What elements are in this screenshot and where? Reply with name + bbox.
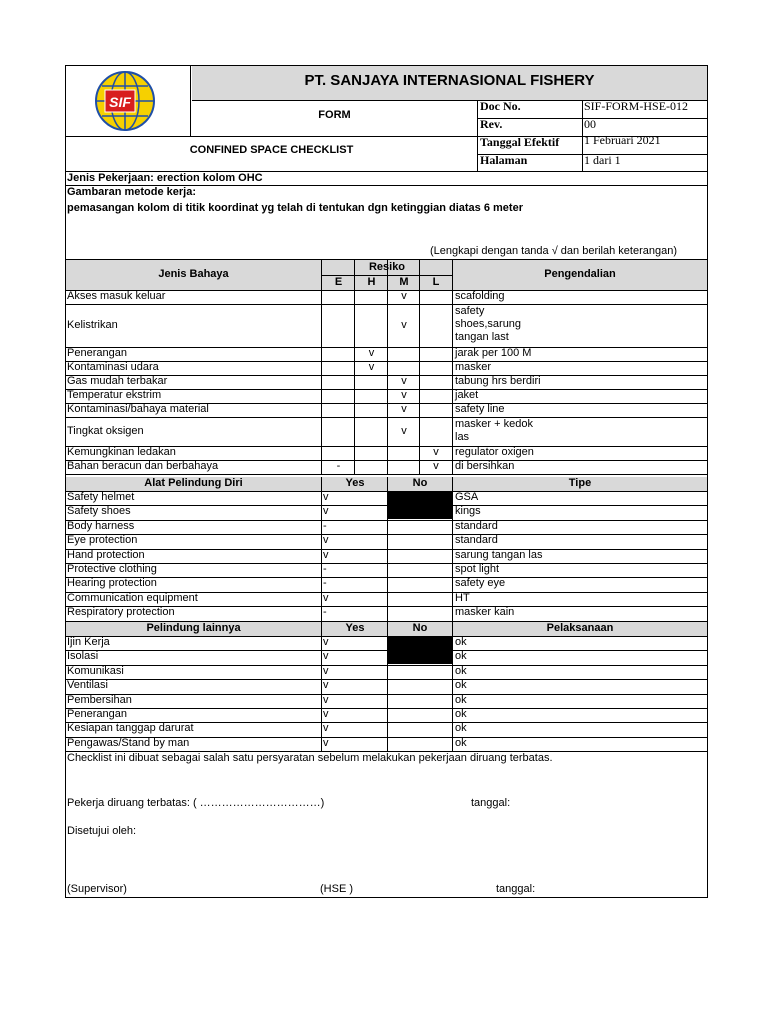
apd-yes-mark[interactable]: - xyxy=(323,606,327,618)
meta-label-tanggal: Tanggal Efektif xyxy=(480,135,560,149)
hazard-control: masker + kedok xyxy=(455,418,533,430)
apd-type: standard xyxy=(455,534,498,546)
approved-label: Disetujui oleh: xyxy=(67,825,137,837)
other-yes-mark[interactable]: v xyxy=(323,737,329,749)
col-e: E xyxy=(334,276,343,288)
col-jenis-bahaya: Jenis Bahaya xyxy=(158,268,229,280)
apd-yes-mark[interactable]: - xyxy=(323,577,327,589)
instruction-note: (Lengkapi dengan tanda √ dan berilah keterangan) xyxy=(430,245,678,257)
hazard-control: jarak per 100 M xyxy=(455,347,532,359)
other-no-cell-filled xyxy=(388,650,452,664)
apd-type: GSA xyxy=(455,491,479,503)
other-no-cell-filled xyxy=(388,636,452,650)
hazard-name: Tingkat oksigen xyxy=(67,425,144,437)
apd-yes-mark[interactable]: v xyxy=(323,592,329,604)
hazard-control: safety line xyxy=(455,403,505,415)
other-item-name: Komunikasi xyxy=(67,665,124,677)
other-yes-mark[interactable]: v xyxy=(323,694,329,706)
meta-value-halaman: 1 dari 1 xyxy=(584,153,621,167)
apd-type: standard xyxy=(455,520,498,532)
other-type: ok xyxy=(455,636,467,648)
hazard-name: Kemungkinan ledakan xyxy=(67,446,176,458)
other-type: ok xyxy=(455,694,467,706)
risk-e-mark[interactable]: - xyxy=(336,460,341,472)
apd-item-name: Communication equipment xyxy=(67,592,198,604)
other-item-name: Ijin Kerja xyxy=(67,636,110,648)
supervisor-signature: (Supervisor) xyxy=(67,883,127,895)
hazard-name: Kelistrikan xyxy=(67,319,118,331)
hazard-name: Kontaminasi/bahaya material xyxy=(67,403,209,415)
other-col-item: Pelindung lainnya xyxy=(146,622,241,634)
hazard-control: jaket xyxy=(455,389,479,401)
risk-m-mark[interactable]: v xyxy=(401,403,407,415)
other-item-name: Pengawas/Stand by man xyxy=(67,737,190,749)
meta-value-tanggal: 1 Februari 2021 xyxy=(584,133,661,147)
meta-label-halaman: Halaman xyxy=(480,153,528,167)
other-col-no: No xyxy=(412,622,428,634)
worker-date: tanggal: xyxy=(471,797,511,809)
apd-col-yes: Yes xyxy=(345,477,365,489)
other-yes-mark[interactable]: v xyxy=(323,708,329,720)
meta-value-rev: 00 xyxy=(584,117,596,131)
hazard-control: tabung hrs berdiri xyxy=(455,375,541,387)
other-yes-mark[interactable]: v xyxy=(323,636,329,648)
other-type: ok xyxy=(455,665,467,677)
other-type: ok xyxy=(455,722,467,734)
meta-value-docno: SIF-FORM-HSE-012 xyxy=(584,99,689,113)
hazard-control: scafolding xyxy=(455,290,505,302)
risk-h-mark[interactable]: v xyxy=(368,361,375,373)
approval-date: tanggal: xyxy=(496,883,536,895)
hazard-control: safety xyxy=(455,305,485,317)
col-resiko: Resiko xyxy=(368,261,406,273)
page-title: CONFINED SPACE CHECKLIST xyxy=(189,144,354,156)
method-text: pemasangan kolom di titik koordinat yg telah di tentukan dgn ketinggian diatas 6 meter xyxy=(67,202,523,214)
other-yes-mark[interactable]: v xyxy=(323,679,329,691)
apd-yes-mark[interactable]: v xyxy=(323,491,329,503)
form-label: FORM xyxy=(318,109,351,121)
meta-label-rev: Rev. xyxy=(480,117,503,131)
apd-yes-mark[interactable]: v xyxy=(323,549,329,561)
risk-l-mark[interactable]: v xyxy=(433,460,439,472)
other-item-name: Pembersihan xyxy=(67,694,132,706)
hazard-control: regulator oxigen xyxy=(455,446,534,458)
hazard-control: di bersihkan xyxy=(455,460,515,472)
apd-no-cell-filled xyxy=(388,491,452,505)
hazard-name: Akses masuk keluar xyxy=(67,290,166,302)
risk-h-mark[interactable]: v xyxy=(368,347,375,359)
other-yes-mark[interactable]: v xyxy=(323,665,329,677)
apd-item-name: Hand protection xyxy=(67,549,145,561)
apd-type: kings xyxy=(455,505,481,517)
other-item-name: Ventilasi xyxy=(67,679,108,691)
apd-yes-mark[interactable]: v xyxy=(323,534,329,546)
other-col-yes: Yes xyxy=(345,622,365,634)
apd-type: sarung tangan las xyxy=(455,549,543,561)
apd-item-name: Body harness xyxy=(67,520,135,532)
apd-yes-mark[interactable]: - xyxy=(323,520,327,532)
other-item-name: Isolasi xyxy=(67,650,99,662)
hse-signature: (HSE ) xyxy=(320,883,353,895)
logo-text: SIF xyxy=(109,94,131,110)
apd-type: safety eye xyxy=(455,577,506,589)
apd-col-type: Tipe xyxy=(568,477,592,489)
other-col-type: Pelaksanaan xyxy=(546,622,614,634)
apd-item-name: Safety shoes xyxy=(67,505,131,517)
other-item-name: Kesiapan tanggap darurat xyxy=(67,722,194,734)
hazard-control: masker xyxy=(455,361,492,373)
apd-type: HT xyxy=(455,592,470,604)
apd-item-name: Respiratory protection xyxy=(67,606,175,618)
other-type: ok xyxy=(455,708,467,720)
company-name: PT. SANJAYA INTERNASIONAL FISHERY xyxy=(304,72,595,89)
other-item-name: Penerangan xyxy=(67,708,127,720)
apd-yes-mark[interactable]: - xyxy=(323,563,327,575)
other-yes-mark[interactable]: v xyxy=(323,650,329,662)
risk-m-mark[interactable]: v xyxy=(401,425,407,437)
apd-col-item: Alat Pelindung Diri xyxy=(144,477,243,489)
apd-type: spot light xyxy=(455,563,500,575)
hazard-control: las xyxy=(455,431,470,443)
apd-item-name: Eye protection xyxy=(67,534,138,546)
apd-col-no: No xyxy=(412,477,428,489)
risk-m-mark[interactable]: v xyxy=(401,389,407,401)
other-type: ok xyxy=(455,679,467,691)
risk-m-mark[interactable]: v xyxy=(401,319,407,331)
hazard-control: shoes,sarung xyxy=(455,318,522,330)
apd-item-name: Protective clothing xyxy=(67,563,157,575)
col-pengendalian: Pengendalian xyxy=(544,268,616,280)
col-l: L xyxy=(432,276,440,288)
col-h: H xyxy=(367,276,376,288)
job-type: Jenis Pekerjaan: erection kolom OHC xyxy=(67,172,263,184)
hazard-name: Temperatur ekstrim xyxy=(67,389,162,401)
col-m: M xyxy=(399,276,409,288)
hazard-name: Gas mudah terbakar xyxy=(67,375,168,387)
risk-m-mark[interactable]: v xyxy=(401,375,407,387)
apd-item-name: Hearing protection xyxy=(67,577,157,589)
other-yes-mark[interactable]: v xyxy=(323,722,329,734)
risk-l-mark[interactable]: v xyxy=(433,446,439,458)
apd-yes-mark[interactable]: v xyxy=(323,505,329,517)
hazard-name: Kontaminasi udara xyxy=(67,361,159,373)
apd-type: masker kain xyxy=(455,606,515,618)
hazard-control: tangan last xyxy=(455,331,509,343)
meta-label-docno: Doc No. xyxy=(480,99,521,113)
other-type: ok xyxy=(455,650,467,662)
risk-m-mark[interactable]: v xyxy=(401,290,407,302)
method-label: Gambaran metode kerja: xyxy=(67,186,196,198)
footer-note: Checklist ini dibuat sebagai salah satu persyaratan sebelum melakukan pekerjaan diruang terbatas. xyxy=(67,752,553,764)
other-type: ok xyxy=(455,737,467,749)
worker-signature: Pekerja diruang terbatas: ( ……………………………) xyxy=(67,797,325,809)
hazard-name: Penerangan xyxy=(67,347,127,359)
apd-no-cell-filled xyxy=(388,505,452,519)
hazard-name: Bahan beracun dan berbahaya xyxy=(67,460,219,472)
apd-item-name: Safety helmet xyxy=(67,491,135,503)
